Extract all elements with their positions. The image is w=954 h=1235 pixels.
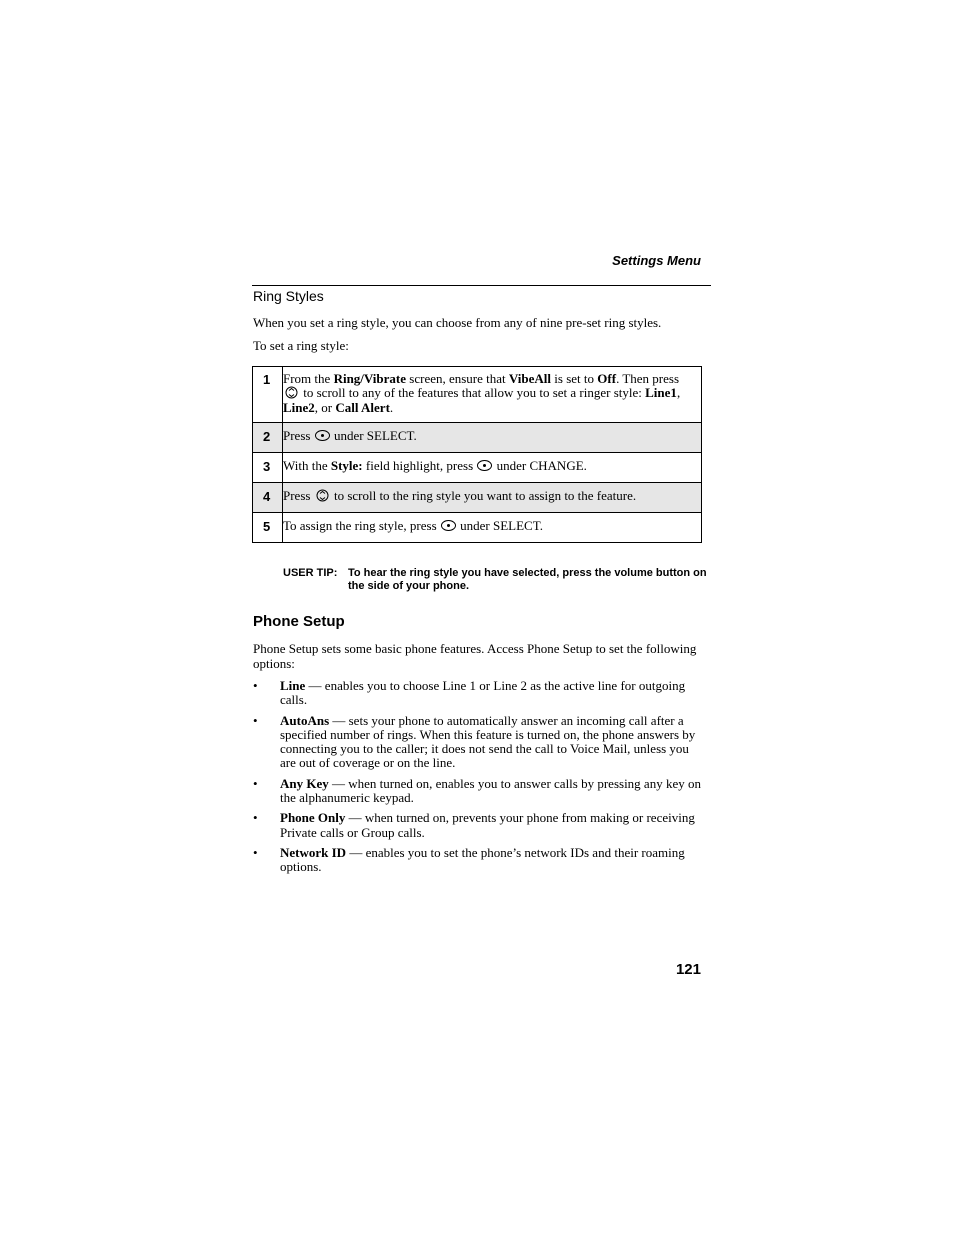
- text-run: to scroll to the ring style you want to assign to the feature.: [330, 488, 637, 503]
- ui-term: Line1: [645, 385, 677, 401]
- bullet: •: [253, 844, 258, 860]
- step-number: 3: [253, 453, 283, 483]
- steps-table: [252, 366, 702, 543]
- step-text: [283, 453, 702, 483]
- list-item: [253, 811, 703, 840]
- step-row: [253, 453, 702, 483]
- section-title-phone-setup: Phone Setup: [253, 613, 345, 630]
- text-run: Press: [283, 428, 314, 443]
- option-description: — when turned on, prevents your phone from making or receiving Private calls or Group calls.: [280, 810, 695, 840]
- option-term: Any Key: [280, 775, 329, 791]
- text-run: to scroll to any of the features that allow you to set a ringer style:: [300, 385, 646, 401]
- step-text: [283, 483, 702, 513]
- user-tip-text: To hear the ring style you have selected, press the volume button on the side of your phone.: [348, 567, 707, 592]
- step-number: 2: [253, 423, 283, 453]
- option-description: — enables you to set the phone’s network IDs and their roaming options.: [280, 844, 685, 875]
- step-text: [283, 423, 702, 453]
- text-run: With the: [283, 458, 331, 473]
- step-number: 4: [253, 483, 283, 513]
- section-title-ring-styles: Ring Styles: [253, 288, 324, 304]
- bullet: •: [253, 678, 258, 693]
- text-run: Press: [283, 488, 314, 503]
- ui-term: VibeAll: [508, 371, 552, 386]
- select-button-icon: [315, 430, 330, 441]
- ui-term: Ring/Vibrate: [333, 371, 407, 386]
- ui-term: Off: [597, 371, 617, 386]
- page-number: 121: [675, 961, 701, 978]
- user-tip-label: USER TIP:: [283, 567, 338, 579]
- option-term: AutoAns: [280, 712, 330, 728]
- list-item: [253, 679, 703, 708]
- text-run: is set to: [551, 371, 598, 386]
- text-run: .: [389, 399, 394, 415]
- phone-setup-intro: Phone Setup sets some basic phone features. Access Phone Setup to set the following options:: [253, 641, 697, 671]
- text-run: To assign the ring style, press: [283, 518, 440, 533]
- nav-scroll-icon: [284, 386, 299, 399]
- nav-scroll-icon: [315, 489, 330, 502]
- option-description: — when turned on, enables you to answer calls by pressing any key on the alphanumeric keypad.: [280, 775, 701, 806]
- options-list: [253, 679, 703, 881]
- step-row: [253, 367, 702, 423]
- user-tip: [283, 567, 713, 592]
- ui-term: Call Alert: [335, 399, 390, 415]
- text-run: screen, ensure that: [406, 371, 509, 386]
- ui-term: Line2: [283, 399, 315, 415]
- option-term: Line: [280, 678, 306, 693]
- intro-paragraph: When you set a ring style, you can choose from any of nine pre-set ring styles.: [253, 315, 662, 330]
- bullet: •: [253, 775, 258, 791]
- select-button-icon: [441, 520, 456, 531]
- option-description: — enables you to choose Line 1 or Line 2 as the active line for outgoing calls.: [280, 678, 686, 708]
- running-header: Settings Menu: [612, 253, 701, 268]
- step-text: [283, 513, 702, 543]
- step-number: 5: [253, 513, 283, 543]
- step-row: [253, 483, 702, 513]
- text-run: . Then press: [616, 371, 680, 386]
- text-run: under CHANGE.: [493, 458, 587, 473]
- select-button-icon: [477, 460, 492, 471]
- to-set-paragraph: To set a ring style:: [253, 338, 349, 353]
- step-number: 1: [253, 367, 283, 423]
- list-item: [253, 846, 703, 875]
- text-run: , or: [314, 399, 336, 415]
- option-term: Phone Only: [280, 810, 346, 826]
- bullet: •: [253, 712, 258, 728]
- header-rule: [252, 285, 711, 286]
- text-run: field highlight, press: [362, 458, 477, 473]
- text-run: under SELECT.: [456, 518, 543, 533]
- step-row: [253, 513, 702, 543]
- step-row: [253, 423, 702, 453]
- option-term: Network ID: [280, 844, 347, 860]
- list-item: [253, 777, 703, 806]
- step-text: [283, 367, 702, 423]
- text-run: under SELECT.: [330, 428, 417, 443]
- text-run: From the: [283, 371, 334, 386]
- text-run: ,: [676, 385, 681, 401]
- ui-term: Style:: [330, 458, 363, 473]
- option-description: — sets your phone to automatically answer an incoming call after a specified number of rings. When this feature is turned on, the phone answers by connecting you to the caller; it does not send the call to Voice Mail, unless you are out of coverage or on the line.: [280, 712, 696, 771]
- list-item: [253, 714, 703, 771]
- bullet: •: [253, 810, 258, 826]
